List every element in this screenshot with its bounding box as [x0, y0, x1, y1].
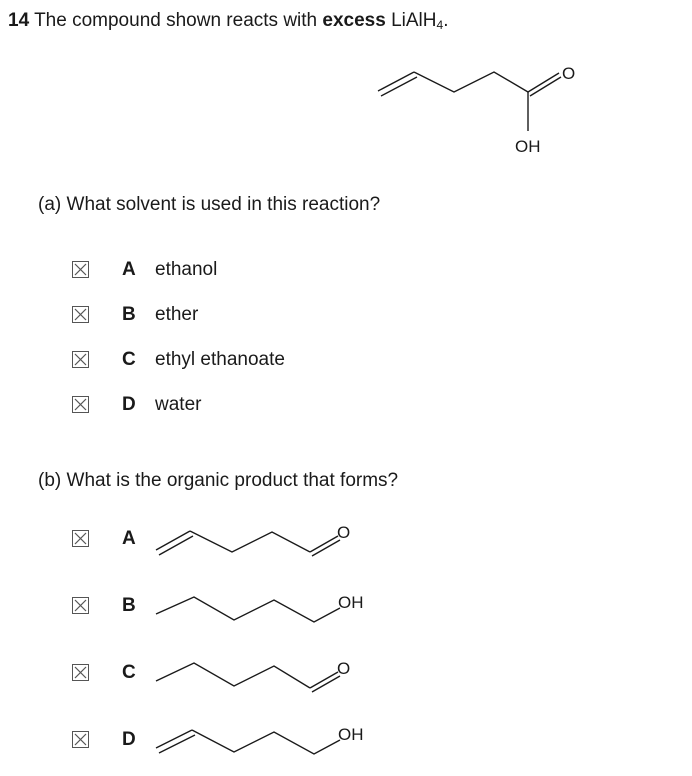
- starting-compound-structure: [370, 55, 590, 165]
- part-b-label: (b): [38, 470, 62, 491]
- option-b-a-structure: [150, 510, 370, 560]
- option-c-letter: C: [122, 349, 136, 370]
- option-b-letter: B: [122, 304, 136, 325]
- option-b-a-label: O: [337, 523, 351, 542]
- option-b-c-label: O: [337, 659, 351, 678]
- stem-bold-word: excess: [322, 10, 386, 31]
- option-c-text: ethyl ethanoate: [155, 349, 285, 370]
- stem-text: The compound shown reacts with: [34, 10, 318, 31]
- option-a-checkbox[interactable]: [72, 261, 89, 278]
- option-b-c-structure: [150, 645, 370, 695]
- option-d-text: water: [155, 394, 202, 415]
- option-c-checkbox[interactable]: [72, 351, 89, 368]
- part-a-label: (a): [38, 194, 62, 215]
- option-b-text: ether: [155, 304, 199, 325]
- option-b-d-letter: D: [122, 729, 136, 750]
- option-b-checkbox[interactable]: [72, 306, 89, 323]
- question-number: 14: [8, 10, 30, 31]
- part-a-text: What solvent is used in this reaction?: [66, 194, 381, 215]
- option-a-letter: A: [122, 259, 136, 280]
- option-b-b-label: OH: [338, 593, 364, 612]
- compound-hydroxyl-label: OH: [515, 137, 541, 156]
- option-d-checkbox[interactable]: [72, 396, 89, 413]
- option-a-text: ethanol: [155, 259, 218, 280]
- option-b-d-structure: [150, 712, 380, 762]
- stem-reagent: LiAlH$_4$: [391, 10, 444, 32]
- option-b-c-letter: C: [122, 662, 136, 683]
- option-b-a-checkbox[interactable]: [72, 530, 89, 547]
- option-b-b-letter: B: [122, 595, 136, 616]
- option-b-b-checkbox[interactable]: [72, 597, 89, 614]
- option-b-d-checkbox[interactable]: [72, 731, 89, 748]
- option-d-letter: D: [122, 394, 136, 415]
- question-stem: [8, 10, 448, 32]
- option-b-c-checkbox[interactable]: [72, 664, 89, 681]
- option-b-d-label: OH: [338, 725, 364, 744]
- part-b-text: What is the organic product that forms?: [66, 470, 399, 491]
- compound-carbonyl-label: O: [562, 64, 576, 83]
- stem-end: .: [443, 10, 449, 31]
- part-b-question: [38, 470, 398, 492]
- option-b-a-letter: A: [122, 528, 136, 549]
- part-a-question: [38, 194, 380, 216]
- option-b-b-structure: [150, 580, 380, 630]
